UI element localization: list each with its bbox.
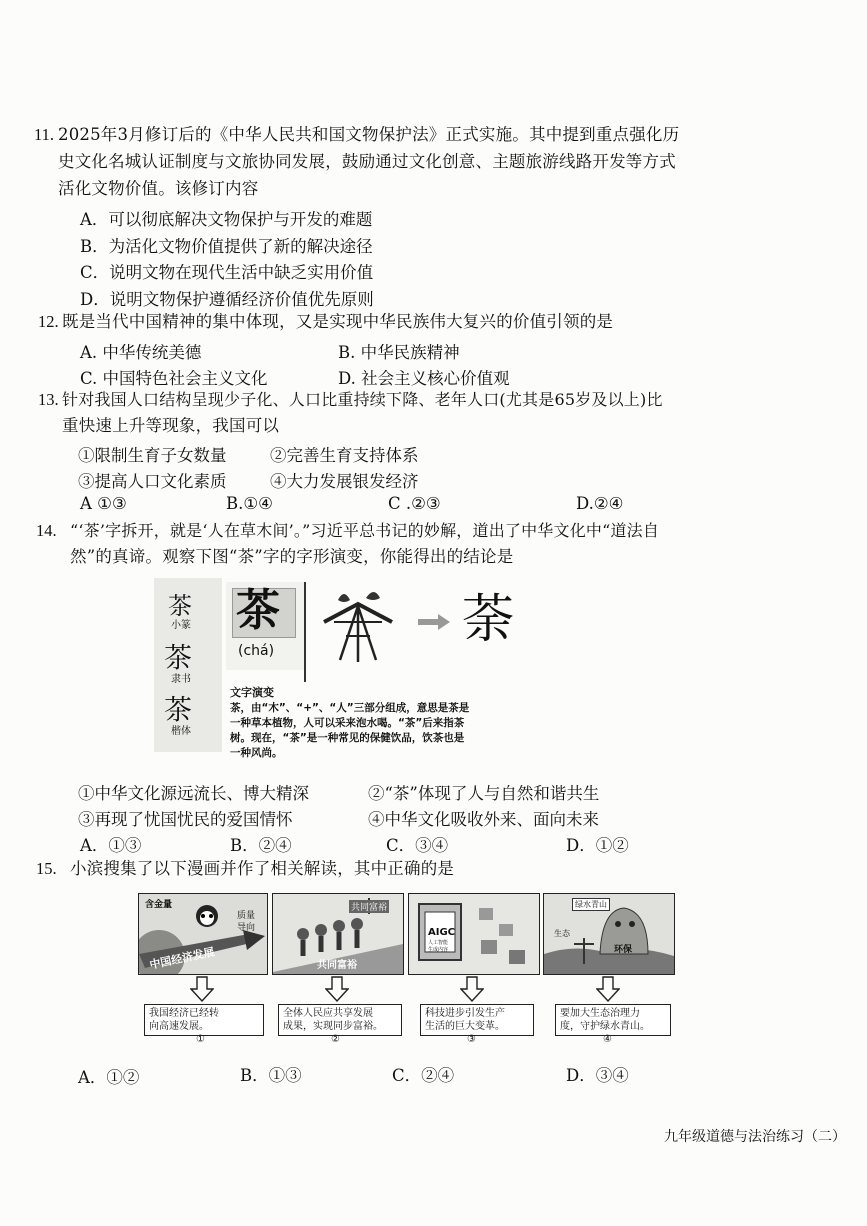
aigc-label: AIGC [428, 927, 456, 938]
caption-1-number: ① [196, 1034, 205, 1045]
q13-option-d: D.②④ [576, 494, 624, 513]
caption-box-1 [144, 1004, 264, 1036]
q14-item-4: ④中华文化吸收外来、面向未来 [368, 810, 599, 829]
q14-stem-line-1: “‘茶’字拆开，就是‘人在草木间’。”习近平总书记的妙解，道出了中华文化中“道法自 [70, 521, 660, 540]
generated-content-label: 生成内容 [428, 947, 449, 953]
caption-2-line-1: 全体人民应共享发展 [283, 1008, 373, 1019]
q11-option-c: C．说明文物在现代生活中缺乏实用价值 [80, 263, 374, 282]
q15-number: 15. [36, 859, 57, 878]
q11-option-a: A．可以彻底解决文物保护与开发的难题 [80, 210, 373, 229]
cartoon-panel-3 [408, 893, 540, 975]
q12-option-b: B. 中华民族精神 [338, 343, 460, 362]
q15-option-c: C．②④ [392, 1066, 455, 1085]
q13-item-3: ③提高人口文化素质 [78, 472, 227, 491]
q13-item-2: ②完善生育支持体系 [270, 446, 419, 465]
caption-line-1: 茶，由“木”、“+”、“人”三部分组成，意思是茶是 [230, 702, 470, 714]
caption-box-3 [420, 1004, 534, 1036]
quality-label: 质量 [237, 911, 256, 921]
green-mountain-sign: 绿水青山 [572, 898, 610, 911]
tea-tree-pictograph [318, 586, 398, 666]
caption-line-2: 一种草本植物，人可以采来泡水喝。“茶”后来指茶 [230, 717, 465, 729]
q14-number: 14. [36, 521, 57, 540]
q11-stem-line-1: 2025年3月修订后的《中华人民共和国文物保护法》正式实施。其中提到重点强化历 [58, 125, 680, 144]
q14-option-d: D．①② [566, 836, 629, 855]
cartoon-panel-4 [543, 893, 675, 975]
caption-1-line-2: 向高速发展。 [149, 1021, 209, 1032]
prosperity-banner: 共同富裕 [317, 960, 357, 971]
q12-number: 12. [38, 312, 59, 331]
caption-1-line-1: 我国经济已经转 [149, 1008, 219, 1019]
regular-script-char: 茶 [164, 693, 193, 726]
caption-3-number: ③ [467, 1034, 476, 1045]
caption-box-2 [278, 1004, 402, 1036]
q13-number: 13. [38, 390, 59, 409]
environment-label: 环保 [614, 945, 633, 955]
q12-option-a: A. 中华传统美德 [80, 343, 202, 362]
q12-option-d: D. 社会主义核心价值观 [338, 369, 510, 388]
main-char: 茶 [236, 585, 280, 636]
q14-item-1: ①中华文化源远流长、博大精深 [78, 784, 309, 803]
seal-script-char: 茶 [168, 592, 192, 620]
caption-title: 文字演变 [230, 686, 274, 699]
cartoon-panel-1 [138, 893, 268, 975]
q14-stem-line-2: 然”的真谛。观察下图“茶”字的字形演变，你能得出的结论是 [70, 547, 514, 566]
q15-option-a: A．①② [78, 1068, 140, 1087]
caption-4-line-2: 度，守护绿水青山。 [560, 1021, 650, 1032]
q14-option-c: C．③④ [386, 836, 449, 855]
q13-stem-line-2: 重快速上升等现象，我国可以 [62, 416, 280, 435]
caption-2-line-2: 成果，实现同步富裕。 [283, 1021, 383, 1032]
q11-stem-line-3: 活化文物价值。该修订内容 [58, 179, 259, 198]
clerical-script-char: 茶 [164, 641, 193, 674]
seal-char: 荼 [462, 590, 515, 650]
page-footer: 九年级道德与法治练习（二） [664, 1129, 846, 1145]
arrow-icon [416, 612, 452, 632]
economy-banner: 中国经济发展 [148, 945, 216, 972]
seal-script-label: 小篆 [171, 620, 191, 631]
ai-label: 人工智能 [428, 940, 449, 946]
q11-number: 11. [34, 125, 55, 144]
arrow-down-icon [460, 976, 484, 1002]
arrow-down-icon [596, 976, 620, 1002]
q13-option-c: C .②③ [388, 494, 441, 513]
arrow-down-icon [325, 976, 349, 1002]
clerical-script-label: 隶书 [171, 674, 191, 685]
caption-4-line-1: 要加大生态治理力 [560, 1008, 640, 1019]
orientation-label: 导向 [237, 923, 256, 933]
prosperity-flag: 共同富裕 [349, 900, 389, 913]
q12-stem: 既是当代中国精神的集中体现，又是实现中华民族伟大复兴的价值引领的是 [62, 312, 614, 331]
q13-item-1: ①限制生育子女数量 [78, 446, 227, 465]
q13-option-b: B.①④ [226, 494, 273, 513]
q14-option-b: B．②④ [230, 836, 292, 855]
ecology-label: 生态 [554, 929, 570, 938]
regular-script-label: 楷体 [171, 726, 191, 737]
caption-2-number: ② [331, 1034, 340, 1045]
caption-line-3: 树。现在，“茶”是一种常见的保健饮品，饮茶也是 [230, 732, 465, 744]
caption-line-4: 一种风尚。 [230, 747, 283, 759]
q15-stem: 小滨搜集了以下漫画并作了相关解读，其中正确的是 [70, 859, 455, 878]
q14-option-a: A．①③ [80, 836, 142, 855]
q13-option-a: A ①③ [80, 494, 127, 513]
pinyin: (chá) [238, 643, 275, 659]
gold-content-label: 含金量 [145, 900, 173, 910]
cartoon-panel-2 [272, 893, 404, 975]
arrow-down-icon [190, 976, 214, 1002]
caption-3-line-1: 科技进步引发生产 [425, 1008, 505, 1019]
q12-option-c: C. 中国特色社会主义文化 [80, 369, 268, 388]
q15-option-b: B．①③ [240, 1066, 302, 1085]
q11-option-d: D．说明文物保护遵循经济价值优先原则 [80, 290, 374, 309]
q11-stem-line-2: 史文化名城认证制度与文旅协同发展，鼓励通过文化创意、主题旅游线路开发等方式 [58, 152, 676, 171]
q15-option-d: D．③④ [566, 1066, 629, 1085]
q13-stem-line-1: 针对我国人口结构呈现少子化、人口比重持续下降、老年人口(尤其是65岁及以上)比 [62, 390, 663, 409]
q14-item-3: ③再现了忧国忧民的爱国情怀 [78, 810, 293, 829]
divider [304, 582, 306, 682]
q11-option-b: B．为活化文物价值提供了新的解决途径 [80, 237, 373, 256]
caption-3-line-2: 生活的巨大变革。 [425, 1021, 505, 1032]
q13-item-4: ④大力发展银发经济 [270, 472, 419, 491]
caption-box-4 [555, 1004, 671, 1036]
caption-4-number: ④ [603, 1034, 612, 1045]
q14-item-2: ②“茶”体现了人与自然和谐共生 [368, 784, 600, 803]
